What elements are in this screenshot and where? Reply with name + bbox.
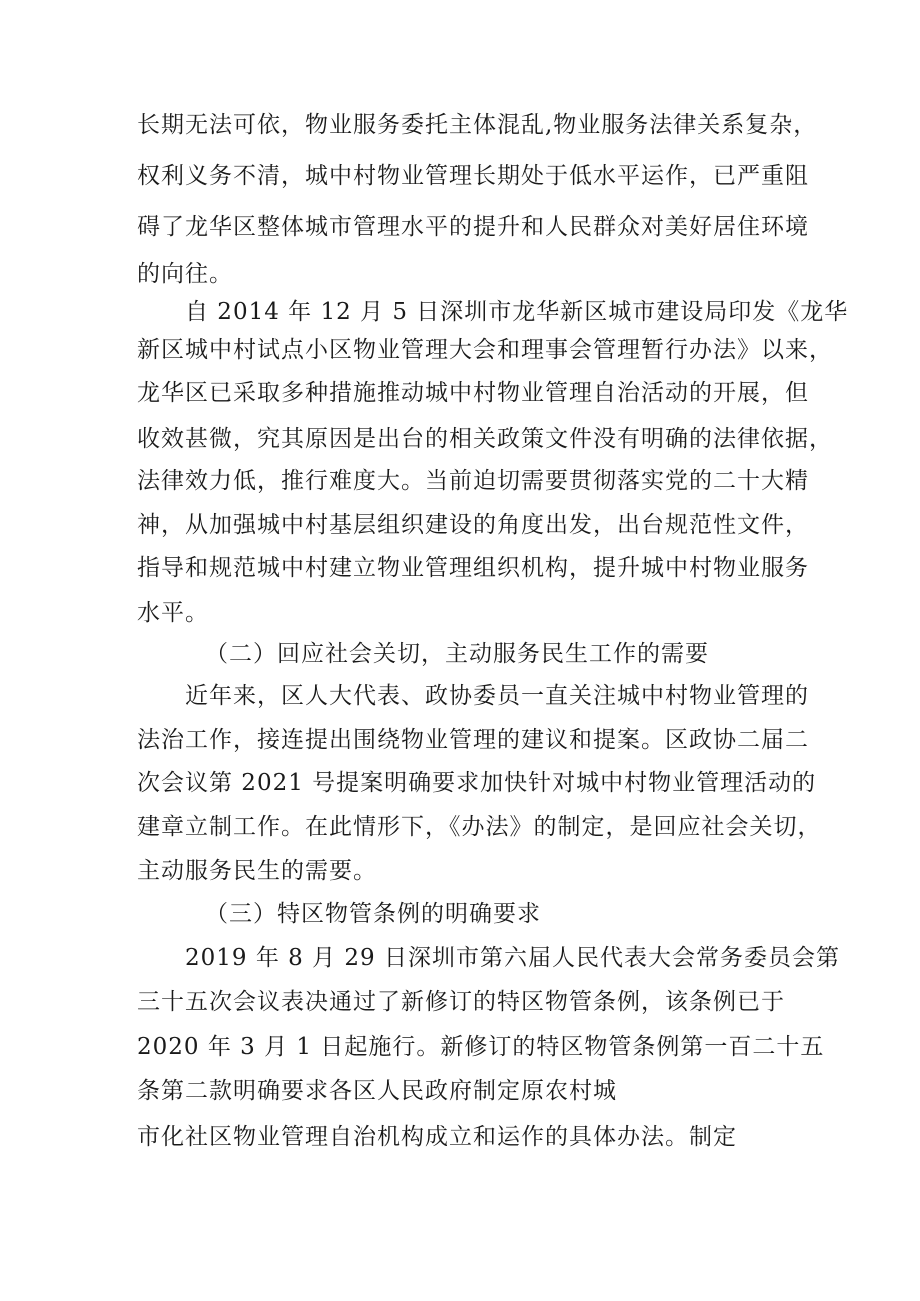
paragraph-line: 指导和规范城中村建立物业管理组织机构，提升城中村物业服务 xyxy=(137,555,809,581)
paragraph-line: 龙华区已采取多种措施推动城中村物业管理自治活动的开展，但 xyxy=(137,380,809,406)
section-heading-2: （二）回应社会关切，主动服务民生工作的需要 xyxy=(205,641,709,667)
paragraph-line: 2019 年 8 月 29 日深圳市第六届人民代表大会常务委员会第 xyxy=(185,945,840,971)
paragraph-line: 三十五次会议表决通过了新修订的特区物管条例，该条例已于 xyxy=(137,989,785,1015)
paragraph-line: 主动服务民生的需要。 xyxy=(137,858,377,884)
paragraph-line: 建章立制工作。在此情形下，《办法》的制定，是回应社会关切， xyxy=(137,814,822,840)
paragraph-line: 权利义务不清，城中村物业管理长期处于低水平运作，已严重阻 xyxy=(137,163,809,189)
paragraph-line: 神，从加强城中村基层组织建设的角度出发，出台规范性文件， xyxy=(137,512,809,538)
paragraph-line: 法治工作，接连提出围绕物业管理的建议和提案。区政协二届二 xyxy=(137,727,809,753)
paragraph-line: 水平。 xyxy=(137,600,209,626)
paragraph-line: 自 2014 年 12 月 5 日深圳市龙华新区城市建设局印发《龙华 xyxy=(185,299,849,325)
paragraph-line: 法律效力低，推行难度大。当前迫切需要贯彻落实党的二十大精 xyxy=(137,468,809,494)
section-heading-3: （三）特区物管条例的明确要求 xyxy=(205,901,541,927)
paragraph-line: 碍了龙华区整体城市管理水平的提升和人民群众对美好居住环境 xyxy=(137,214,809,240)
paragraph-line: 条第二款明确要求各区人民政府制定原农村城 xyxy=(137,1078,617,1104)
paragraph-line: 收效甚微，究其原因是出台的相关政策文件没有明确的法律依据， xyxy=(137,426,833,452)
paragraph-line: 的向往。 xyxy=(137,261,233,287)
paragraph-line: 近年来，区人大代表、政协委员一直关注城中村物业管理的 xyxy=(185,683,809,709)
paragraph-line: 2020 年 3 月 1 日起施行。新修订的特区物管条例第一百二十五 xyxy=(137,1034,825,1060)
paragraph-line: 长期无法可依，物业服务委托主体混乱,物业服务法律关系复杂， xyxy=(137,112,818,138)
paragraph-line: 新区城中村试点小区物业管理大会和理事会管理暂行办法》以来， xyxy=(137,337,833,363)
paragraph-line: 市化社区物业管理自治机构成立和运作的具体办法。制定 xyxy=(137,1124,737,1150)
paragraph-line: 次会议第 2021 号提案明确要求加快针对城中村物业管理活动的 xyxy=(137,770,817,796)
